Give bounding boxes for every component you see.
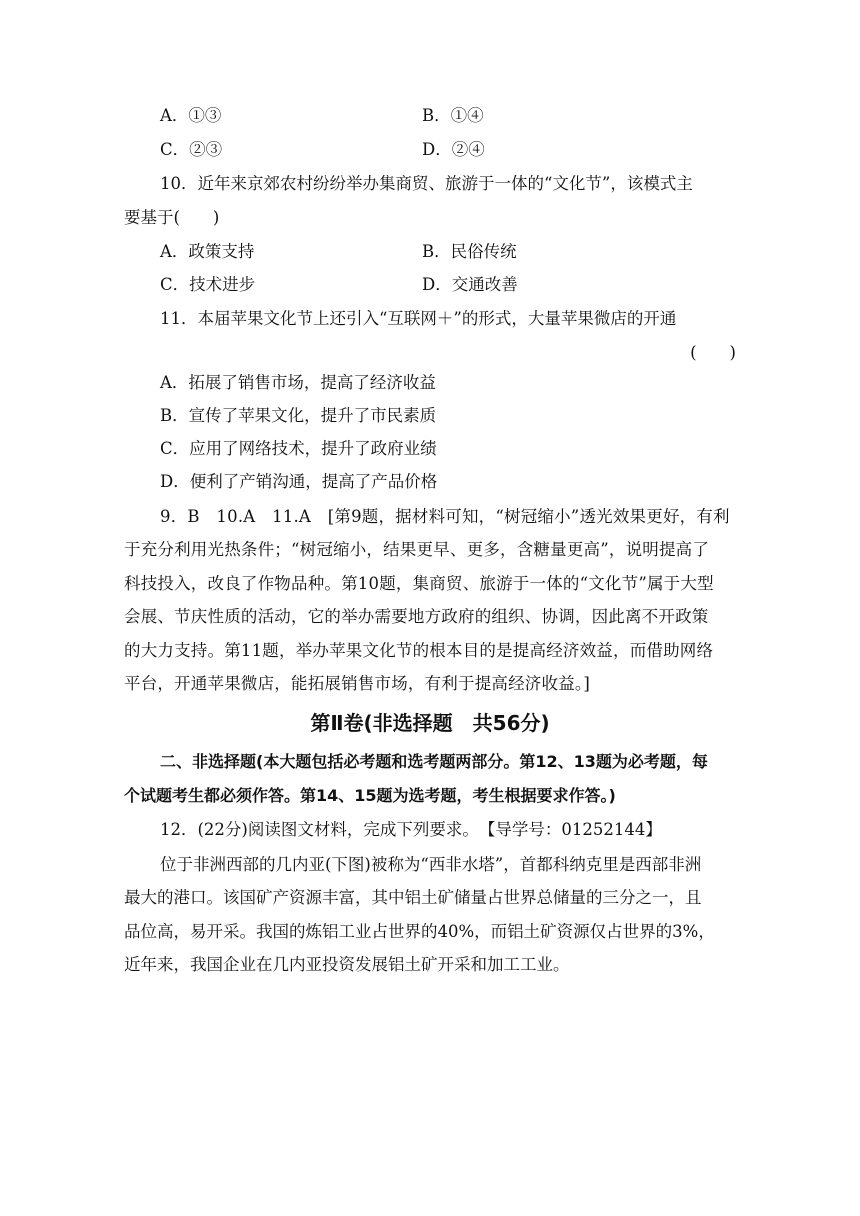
q9-option-a: A．①③ bbox=[160, 106, 222, 125]
q10-option-c: C．技术进步 bbox=[160, 275, 256, 294]
answer-line-5: 的大力支持。第11题，举办苹果文化节的根本目的是提高经济效益，而借助网络 bbox=[124, 641, 714, 660]
q9-option-b: B．①④ bbox=[422, 106, 484, 125]
q9-option-d: D．②④ bbox=[422, 140, 485, 159]
q10-option-d: D．交通改善 bbox=[422, 275, 518, 294]
q12-material-line3: 品位高，易开采。我国的炼铝工业占世界的40%，而铝土矿资源仅占世界的3%， bbox=[124, 922, 715, 941]
answer-line-1: 9．B 10.A 11.A [第9题，据材料可知，“树冠缩小”透光效果更好，有利 bbox=[160, 507, 730, 526]
q11-option-a: A．拓展了销售市场，提高了经济收益 bbox=[160, 373, 436, 392]
q11-option-c: C．应用了网络技术，提升了政府业绩 bbox=[160, 439, 437, 458]
q12-material-line2: 最大的港口。该国矿产资源丰富，其中铝土矿储量占世界总储量的三分之一，且 bbox=[124, 888, 702, 907]
q11-stem-line1: 11．本届苹果文化节上还引入“互联网＋”的形式，大量苹果微店的开通 bbox=[160, 309, 677, 328]
q12-material-line1: 位于非洲西部的几内亚(下图)被称为“西非水塔”，首都科纳克里是西部非洲 bbox=[160, 855, 702, 874]
section-2-title: 第Ⅱ卷(非选择题 共56分) bbox=[310, 711, 550, 735]
answer-line-3: 科技投入，改良了作物品种。第10题，集商贸、旅游于一体的“文化节”属于大型 bbox=[124, 574, 714, 593]
q11-option-b: B．宣传了苹果文化，提升了市民素质 bbox=[160, 406, 437, 425]
answer-line-4: 会展、节庆性质的活动，它的举办需要地方政府的组织、协调，因此离不开政策 bbox=[124, 607, 709, 626]
q12-material-line4: 近年来，我国企业在几内亚投资发展铝土矿开采和加工工业。 bbox=[124, 955, 570, 974]
q12-header: 12．(22分)阅读图文材料，完成下列要求。 【导学号：01252144】 bbox=[160, 820, 662, 839]
section-2-instructions-line1: 二、非选择题(本大题包括必考题和选考题两部分。第12、13题为必考题，每 bbox=[160, 752, 708, 771]
q10-option-a: A．政策支持 bbox=[160, 242, 255, 261]
q11-option-d: D．便利了产销沟通，提高了产品价格 bbox=[160, 472, 438, 491]
q10-stem-line1: 10．近年来京郊农村纷纷举办集商贸、旅游于一体的“文化节”，该模式主 bbox=[160, 174, 693, 193]
q9-option-c: C．②③ bbox=[160, 140, 223, 159]
section-2-instructions-line2: 个试题考生都必须作答。第14、15题为选考题，考生根据要求作答。) bbox=[124, 786, 616, 805]
q10-stem-line2: 要基于( ) bbox=[124, 208, 220, 227]
q10-option-b: B．民俗传统 bbox=[422, 242, 517, 261]
answer-line-2: 于充分利用光热条件；“树冠缩小，结果更早、更多，含糖量更高”，说明提高了 bbox=[124, 540, 710, 559]
answer-line-6: 平台，开通苹果微店，能拓展销售市场，有利于提高经济收益。] bbox=[124, 674, 590, 693]
q11-answer-paren: ( ) bbox=[690, 343, 736, 362]
